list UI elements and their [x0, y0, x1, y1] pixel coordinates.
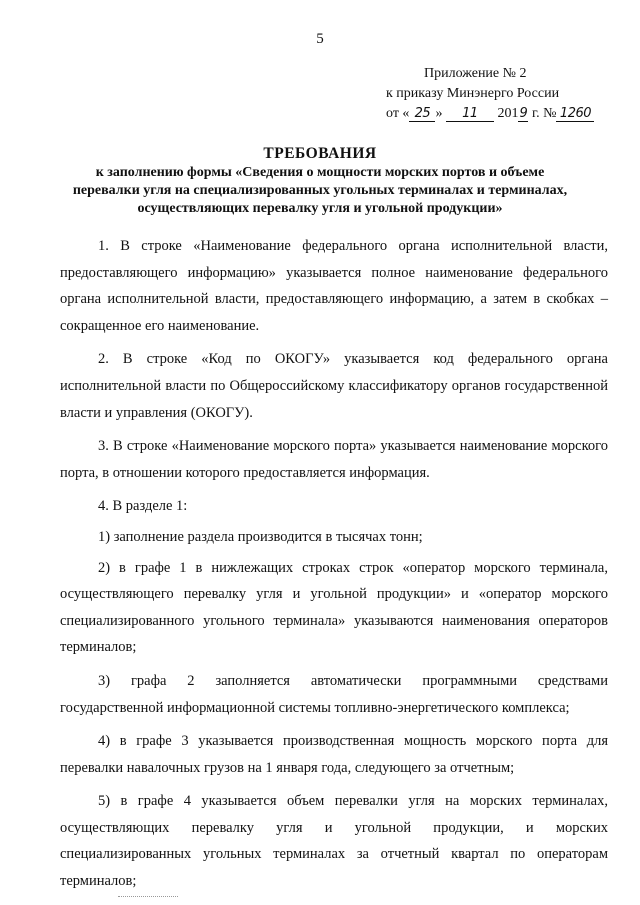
scan-artifact-line	[118, 896, 178, 901]
paragraph-4: 4. В разделе 1:	[98, 498, 188, 515]
paragraph-2: 2. В строке «Код по ОКОГУ» указывается код федерального органа исполнительной власти по Общероссийскому классификатору органов государственной власти и управления (ОКОГУ).	[60, 351, 608, 421]
appendix-header	[386, 64, 626, 124]
paragraph-1: 1. В строке «Наименование федерального органа исполнительной власти, предоставляющего информацию» указывается полное наименование федерального органа исполнительной власти, предоставляющего информацию, а затем в скобках – сокращенное его наименование.	[60, 238, 608, 334]
handwritten-day: 25	[409, 107, 435, 122]
handwritten-order-number: 1260	[556, 107, 594, 122]
paragraph-3: 3. В строке «Наименование морского порта» указывается наименование морского порта, в отношении которого предоставляется информация.	[60, 438, 608, 481]
document-title	[40, 145, 600, 218]
list-item-4: 4) в графе 3 указывается производственная мощность морского порта для перевалки навалочных грузов на 1 января года, следующего за отчетным;	[60, 733, 608, 776]
date-prefix: от «	[386, 106, 410, 121]
title-line-2: перевалки угля на специализированных угольных терминалах и терминалах,	[72, 183, 568, 198]
page-number: 5	[316, 31, 324, 47]
title-line-3: осуществляющих перевалку угля и угольной продукции»	[137, 201, 503, 216]
year-prefix: 201	[497, 106, 519, 121]
handwritten-month: 11	[446, 107, 494, 122]
appendix-order-ref: к приказу Минэнерго России	[386, 86, 560, 101]
document-body	[60, 233, 608, 902]
appendix-date-number	[386, 104, 626, 124]
title-main: ТРЕБОВАНИЯ	[263, 145, 377, 162]
handwritten-year-digit: 9	[519, 106, 528, 121]
year-suffix: г. №	[528, 106, 557, 121]
list-item-5: 5) в графе 4 указывается объем перевалки угля на морских терминалах, осуществляющих перевалку угля и угольной продукции, и морских специализированных угольных терминалах за отчетный квартал по операторам терминалов;	[60, 793, 608, 890]
title-line-1: к заполнению формы «Сведения о мощности морских портов и объеме	[95, 165, 545, 180]
list-item-2: 2) в графе 1 в нижлежащих строках строк «оператор морского терминала, осуществляющего перевалку угля и угольной продукции» и «оператор морского специализированного угольного терминала» указываются наименования операторов терминалов;	[60, 559, 608, 656]
list-item-3: 3) графа 2 заполняется автоматически программными средствами государственной информационной системы топливно-энергетического комплекса;	[60, 672, 608, 716]
date-quote-close: »	[435, 106, 443, 121]
appendix-title: Приложение № 2	[424, 66, 527, 81]
list-item-1: 1) заполнение раздела производится в тысячах тонн;	[98, 528, 423, 545]
